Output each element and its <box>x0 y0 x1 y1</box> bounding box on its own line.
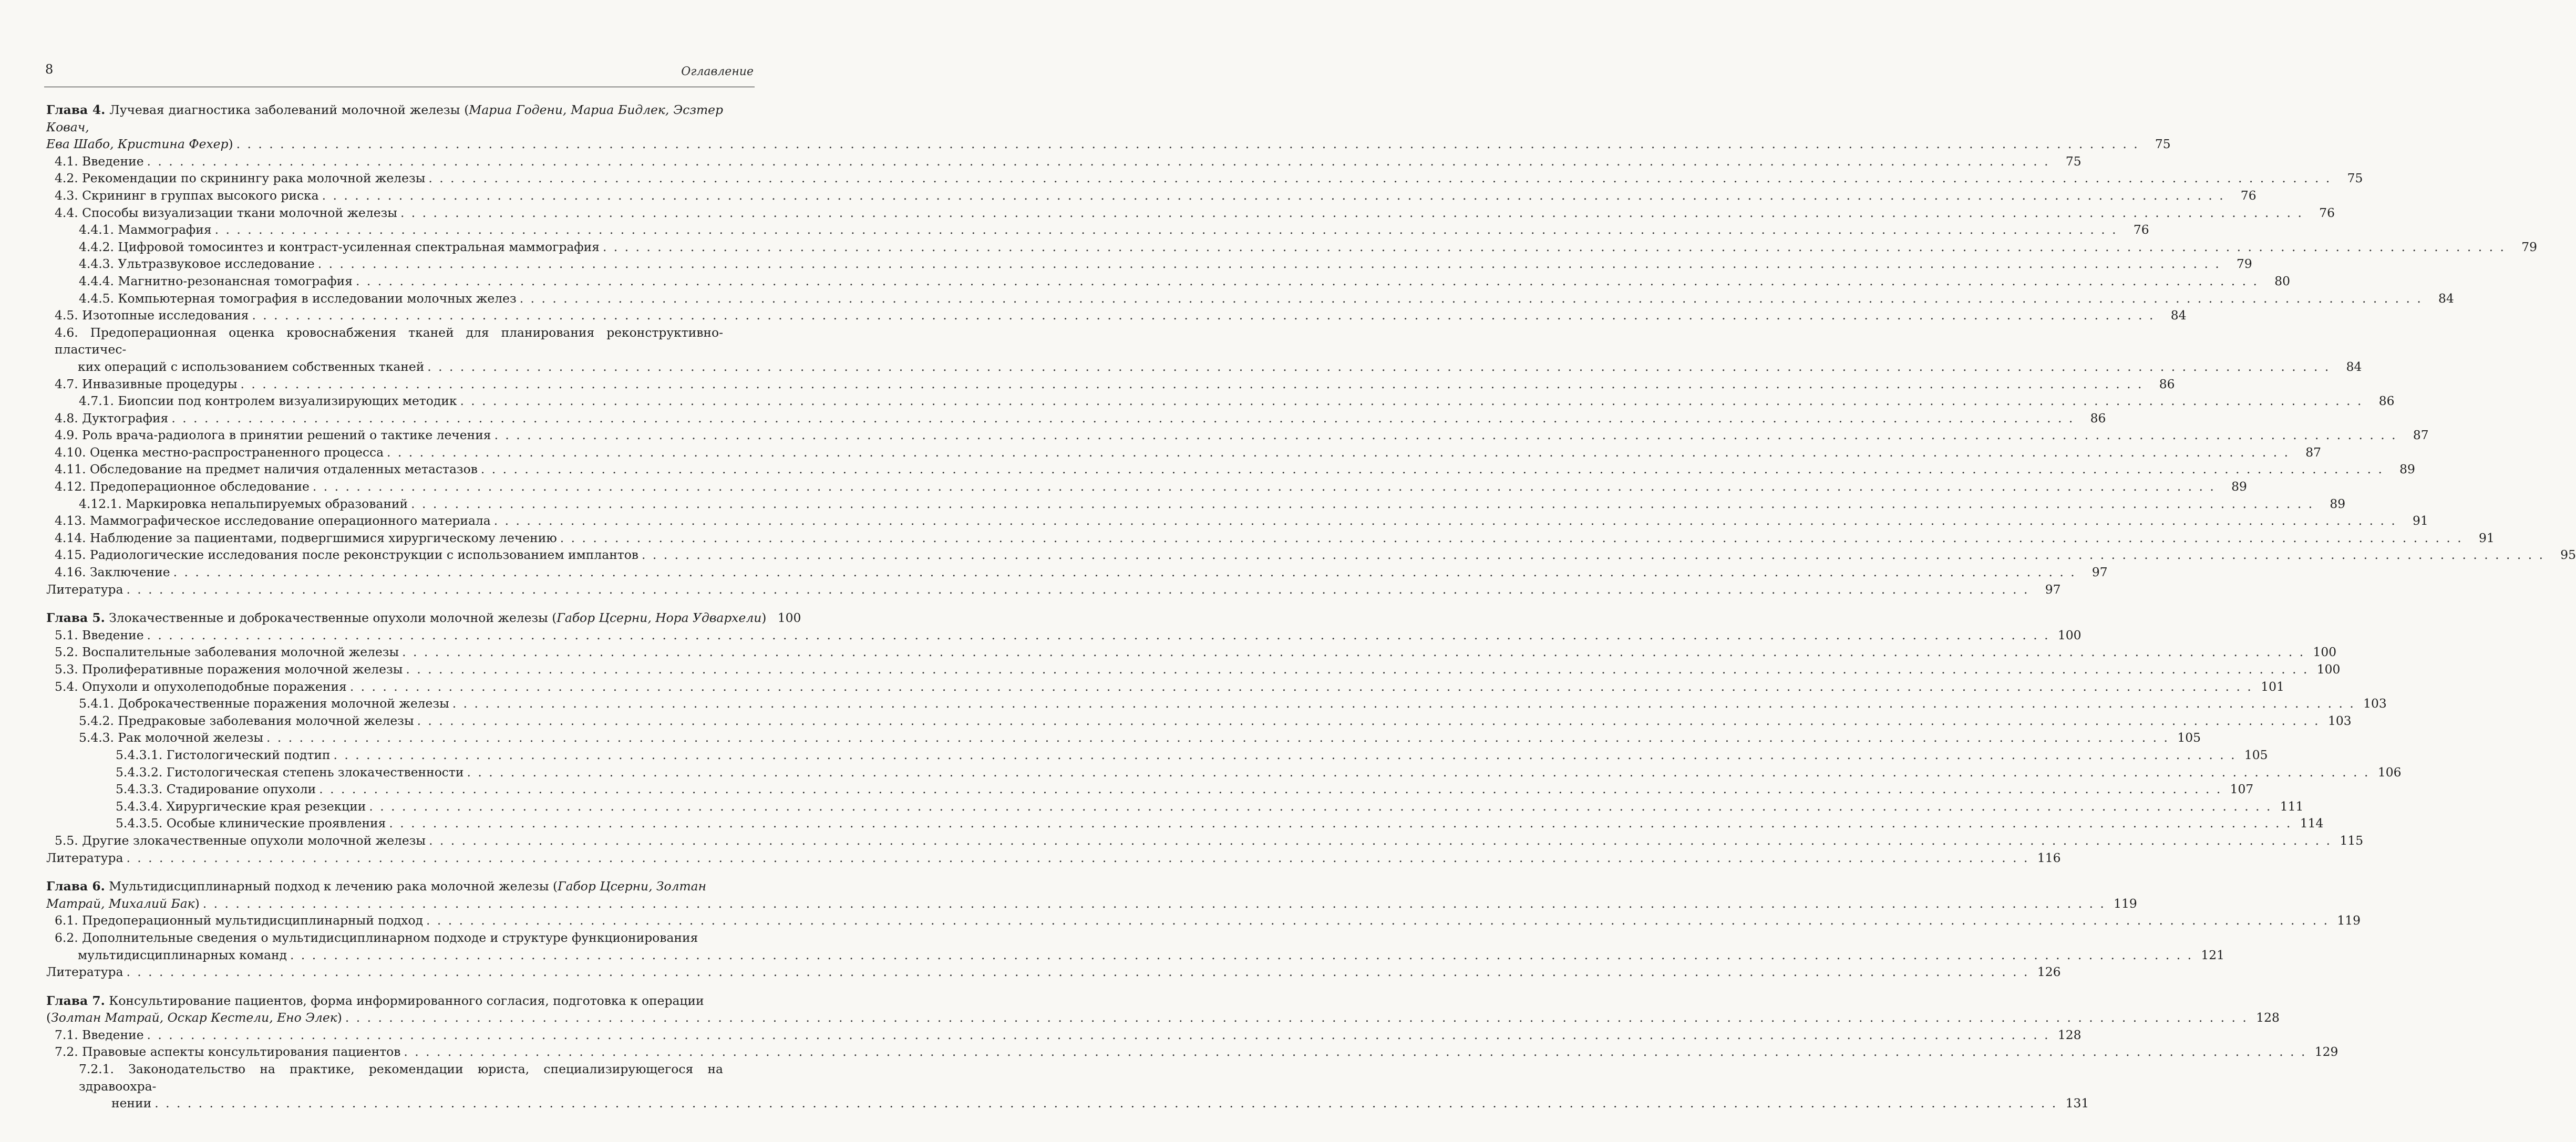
entry-title: 4.16. Заключение <box>55 565 170 580</box>
leader-dots <box>290 947 2193 964</box>
entry-title-cont: мультидисциплинарных команд <box>78 947 287 962</box>
chapter-7-close: ) <box>337 1010 342 1025</box>
toc-entry[interactable] <box>46 153 2082 170</box>
entry-title: 5.4.3.4. Хирургические края резекции <box>116 798 366 814</box>
leader-dots <box>460 392 2363 410</box>
entry-title: 4.9. Роль врача-радиолога в принятии решений о тактике лечения <box>55 428 491 443</box>
entry-title-cont: нении <box>111 1096 152 1111</box>
entry-title: 6.2. Дополнительные сведения о мультидисциплинарном подходе и структуре функционирования <box>55 930 698 945</box>
running-head: Оглавление <box>681 65 754 78</box>
chapter-7-label: Глава 7. <box>46 993 105 1008</box>
entry-page: 86 <box>2378 393 2395 409</box>
leader-dots <box>429 832 2332 849</box>
entry-page: 86 <box>2090 410 2106 425</box>
leader-dots <box>467 764 2369 781</box>
leader-dots <box>240 376 2143 393</box>
entry-title: 4.7.1. Биопсии под контролем визуализирующих методик <box>79 393 457 409</box>
toc-entry[interactable] <box>46 187 2256 204</box>
leader-dots <box>427 358 2330 376</box>
chapter-4-close: ) <box>228 137 233 152</box>
leader-dots <box>318 255 2221 273</box>
toc-entry[interactable] <box>46 661 2341 678</box>
entry-title: 5.4.3.1. Гистологический подтип <box>116 747 331 762</box>
toc-entry[interactable] <box>46 392 2395 410</box>
chapter-6-heading[interactable] <box>46 878 723 895</box>
leader-dots <box>313 478 2216 495</box>
leader-dots <box>266 729 2169 746</box>
toc-entry[interactable] <box>46 324 723 358</box>
entry-title: 5.4.3.5. Особые клинические проявления <box>116 816 386 831</box>
leader-dots <box>389 815 2292 832</box>
leader-dots <box>147 627 2050 644</box>
entry-page: 76 <box>2240 188 2256 203</box>
leader-dots <box>334 746 2237 764</box>
entry-page: 115 <box>2340 833 2364 848</box>
entry-title: 4.10. Оценка местно-распространенного процесса <box>55 444 384 460</box>
chapter-7-title: Консультирование пациентов, форма информированного согласия, подготовка к операции <box>105 993 704 1008</box>
leader-dots <box>481 461 2384 478</box>
leader-dots <box>603 238 2506 256</box>
toc-entry[interactable] <box>46 530 2495 547</box>
chapter-5-label: Глава 5. <box>46 610 105 626</box>
entry-title: 4.5. Изотопные исследования <box>55 308 249 323</box>
entry-title: 6.1. Предоперационный мультидисциплинарный подход <box>55 913 423 928</box>
leader-dots <box>147 153 2050 170</box>
chapter-6-label: Глава 6. <box>46 879 105 894</box>
entry-title: 5.4.1. Доброкачественные поражения молочной железы <box>79 696 449 711</box>
leader-dots <box>642 546 2544 564</box>
entry-page: 79 <box>2237 256 2252 272</box>
entry-title: 4.14. Наблюдение за пациентами, подвергшимися хирургическому лечению <box>55 530 557 545</box>
entry-page: 76 <box>2133 222 2149 237</box>
entry-title: 4.13. Маммографическое исследование операционного материала <box>55 513 491 528</box>
leader-dots <box>171 410 2074 427</box>
leader-dots <box>406 661 2309 678</box>
entry-page: 75 <box>2065 153 2082 169</box>
toc-entry[interactable] <box>46 815 2324 832</box>
entry-page: 131 <box>2065 1096 2089 1111</box>
entry-title: Литература <box>46 582 123 597</box>
toc-entry[interactable] <box>46 643 2337 661</box>
entry-page: 116 <box>2037 850 2061 865</box>
entry-page: 100 <box>2316 662 2341 677</box>
entry-title: 4.4.4. Магнитно-резонансная томография <box>79 273 353 288</box>
chapter-6 <box>46 878 2361 981</box>
entry-title: 4.12. Предоперационное обследование <box>55 479 310 494</box>
leader-dots <box>345 1009 2248 1026</box>
entry-title: 5.4.2. Предраковые заболевания молочной железы <box>79 713 414 728</box>
leader-dots <box>417 712 2320 730</box>
chapter-5 <box>46 609 2402 866</box>
leader-dots <box>215 221 2118 238</box>
leader-dots <box>203 895 2106 912</box>
leader-dots <box>173 564 2076 581</box>
page-number: 8 <box>45 62 54 77</box>
entry-page: 129 <box>2314 1044 2338 1060</box>
entry-page: 89 <box>2231 479 2247 494</box>
entry-page: 106 <box>2377 764 2402 780</box>
toc-entry[interactable] <box>46 832 2364 849</box>
entry-page: 97 <box>2091 565 2108 580</box>
chapter-6-close: ) <box>194 896 200 911</box>
entry-title: 4.2. Рекомендации по скринингу рака молочной железы <box>55 171 426 186</box>
chapter-4-authors: Мариа Годени, Мариа Бидлек, Эсзтер Ковач, <box>46 102 723 134</box>
entry-title: Литература <box>46 964 123 980</box>
toc-entry-cont[interactable] <box>46 947 2225 964</box>
chapter-6-title: Мультидисциплинарный подход к лечению рака молочной железы ( <box>105 879 558 894</box>
toc-entry[interactable] <box>46 764 2402 781</box>
entry-title: Литература <box>46 850 123 865</box>
entry-title: 7.2. Правовые аспекты консультирования пациентов <box>55 1044 401 1060</box>
chapter-7-authors: Золтан Матрай, Оскар Кестели, Ено Элек <box>51 1010 337 1025</box>
entry-page: 80 <box>2274 273 2290 288</box>
entry-page: 84 <box>2438 290 2454 306</box>
table-of-contents <box>46 101 2576 1124</box>
toc-entry[interactable] <box>46 729 2201 746</box>
entry-title-cont: ких операций с использованием собственных тканей <box>78 359 425 374</box>
entry-title: 4.4.1. Маммография <box>79 222 212 237</box>
chapter-4-authors-cont: Ева Шабо, Кристина Фехер <box>46 137 229 152</box>
toc-entry[interactable] <box>46 1061 723 1095</box>
toc-entry[interactable] <box>46 427 2429 444</box>
leader-dots <box>350 678 2253 695</box>
entry-page: 75 <box>2347 171 2363 186</box>
entry-title: 5.4.3.2. Гистологическая степень злокачественности <box>116 764 464 780</box>
entry-title: 5.4.3.3. Стадирование опухоли <box>116 782 316 797</box>
entry-title: 5.4. Опухоли и опухолеподобные поражения <box>55 679 347 694</box>
toc-entry[interactable] <box>46 512 2428 530</box>
toc-entry[interactable] <box>46 1026 2082 1044</box>
leader-dots <box>387 444 2290 461</box>
toc-entry[interactable] <box>46 546 2576 564</box>
toc-entry[interactable] <box>46 581 2061 598</box>
entry-title: 5.1. Введение <box>55 627 144 642</box>
leader-dots <box>426 912 2329 929</box>
entry-page: 84 <box>2170 308 2187 323</box>
entry-page: 79 <box>2521 239 2537 254</box>
entry-page: 91 <box>2478 530 2495 545</box>
leader-dots <box>402 643 2305 661</box>
chapter-7 <box>46 992 2338 1112</box>
entry-title: 4.8. Дуктография <box>55 410 169 425</box>
toc-entry[interactable] <box>46 929 723 947</box>
chapter-4 <box>46 101 2576 598</box>
toc-entry[interactable] <box>46 273 2290 290</box>
leader-dots <box>428 170 2331 187</box>
entry-page: 103 <box>2327 713 2352 728</box>
leader-dots <box>494 427 2397 444</box>
toc-entry[interactable] <box>46 627 2082 644</box>
chapter-5-page: 100 <box>777 610 801 626</box>
toc-entry[interactable] <box>46 695 2387 712</box>
toc-entry-cont[interactable] <box>46 358 2362 376</box>
leader-dots <box>452 695 2355 712</box>
entry-page: 111 <box>2280 798 2304 814</box>
entry-title: 4.4.5. Компьютерная томография в исследовании молочных желез <box>79 290 517 306</box>
entry-page: 100 <box>2057 627 2082 642</box>
toc-entry[interactable] <box>46 781 2254 798</box>
leader-dots <box>400 204 2303 222</box>
chapter-7-open: ( <box>46 1010 51 1025</box>
leader-dots <box>126 849 2029 867</box>
toc-entry[interactable] <box>46 478 2247 495</box>
entry-page: 87 <box>2305 444 2322 460</box>
entry-page: 91 <box>2413 513 2428 528</box>
entry-title: 4.6. Предоперационная оценка кровоснабжения тканей для планирования реконструктивно-пластичес- <box>55 325 723 357</box>
entry-page: 95 <box>2560 547 2576 563</box>
entry-page: 107 <box>2230 782 2254 797</box>
chapter-5-authors: Габор Цсерни, Нора Удвархели <box>557 610 762 626</box>
chapter-7-page: 128 <box>2256 1010 2280 1025</box>
leader-dots <box>154 1095 2057 1112</box>
entry-page: 105 <box>2177 730 2201 745</box>
leader-dots <box>404 1043 2306 1061</box>
toc-entry[interactable] <box>46 798 2304 815</box>
toc-entry[interactable] <box>46 461 2415 478</box>
toc-entry[interactable] <box>46 495 2346 513</box>
entry-page: 119 <box>2337 913 2361 928</box>
chapter-6-heading-cont[interactable] <box>46 895 2137 912</box>
toc-entry[interactable] <box>46 712 2352 730</box>
toc-entry[interactable] <box>46 376 2175 393</box>
entry-title: 5.4.3. Рак молочной железы <box>79 730 263 745</box>
chapter-4-label: Глава 4. <box>46 102 106 117</box>
entry-page: 128 <box>2057 1027 2082 1042</box>
entry-title: 4.12.1. Маркировка непальпируемых образований <box>79 496 408 511</box>
toc-entry[interactable] <box>46 849 2061 867</box>
toc-entry[interactable] <box>46 444 2322 461</box>
entry-title: 7.2.1. Законодательство на практике, рекомендации юриста, специализирующегося на здравоохра- <box>79 1062 723 1094</box>
leader-dots <box>126 963 2029 981</box>
entry-page: 89 <box>2399 462 2415 477</box>
toc-entry-cont[interactable] <box>46 1095 2089 1112</box>
toc-entry[interactable] <box>46 746 2268 764</box>
entry-page: 87 <box>2413 428 2429 443</box>
entry-title: 5.2. Воспалительные заболевания молочной железы <box>55 645 399 660</box>
leader-dots <box>126 581 2029 598</box>
toc-entry[interactable] <box>46 238 2537 256</box>
entry-title: 4.7. Инвазивные процедуры <box>55 376 238 391</box>
entry-page: 103 <box>2363 696 2387 711</box>
entry-title: 4.4.2. Цифровой томосинтез и контраст-усиленная спектральная маммография <box>79 239 600 254</box>
chapter-6-page: 119 <box>2114 896 2137 911</box>
entry-page: 121 <box>2201 947 2225 962</box>
chapter-5-close: ) <box>761 610 767 626</box>
entry-page: 126 <box>2037 964 2061 980</box>
leader-dots <box>411 495 2314 513</box>
toc-entry[interactable] <box>46 307 2187 324</box>
chapter-4-title: Лучевая диагностика заболеваний молочной железы ( <box>105 102 469 117</box>
toc-entry[interactable] <box>46 290 2454 307</box>
toc-entry[interactable] <box>46 912 2361 929</box>
entry-title: 4.11. Обследование на предмет наличия отдаленных метастазов <box>55 462 478 477</box>
leader-dots <box>322 187 2225 204</box>
chapter-5-heading[interactable] <box>46 609 801 627</box>
entry-page: 100 <box>2313 645 2337 660</box>
toc-entry[interactable] <box>46 170 2363 187</box>
leader-dots <box>356 273 2259 290</box>
chapter-4-heading-cont[interactable] <box>46 136 2171 153</box>
leader-dots <box>147 1026 2050 1044</box>
entry-page: 114 <box>2300 816 2324 831</box>
entry-page: 101 <box>2261 679 2284 694</box>
toc-entry[interactable] <box>46 221 2149 238</box>
entry-title: 5.3. Пролиферативные поражения молочной железы <box>55 662 403 677</box>
toc-entry[interactable] <box>46 1043 2338 1061</box>
leader-dots <box>369 798 2272 815</box>
entry-page: 97 <box>2045 582 2061 597</box>
leader-dots <box>560 530 2463 547</box>
toc-entry[interactable] <box>46 678 2284 695</box>
entry-page: 89 <box>2330 496 2346 511</box>
chapter-4-page: 75 <box>2155 137 2171 152</box>
chapter-6-authors-cont: Матрай, Михалий Бак <box>46 896 195 911</box>
entry-title: 4.4.3. Ультразвуковое исследование <box>79 256 315 272</box>
toc-entry[interactable] <box>46 204 2335 222</box>
leader-dots <box>319 781 2222 798</box>
entry-title: 4.15. Радиологические исследования после реконструкции с использованием имплантов <box>55 547 638 563</box>
chapter-6-authors: Габор Цсерни, Золтан <box>558 879 707 894</box>
entry-title: 4.1. Введение <box>55 153 144 169</box>
chapter-7-heading[interactable] <box>46 992 723 1010</box>
leader-dots <box>252 307 2155 324</box>
toc-entry[interactable] <box>46 564 2108 581</box>
entry-title: 7.1. Введение <box>55 1027 144 1042</box>
leader-dots <box>520 290 2423 307</box>
leader-dots <box>236 136 2139 153</box>
chapter-7-heading-cont[interactable] <box>46 1009 2280 1026</box>
entry-page: 76 <box>2319 205 2335 220</box>
toc-entry[interactable] <box>46 963 2061 981</box>
chapter-4-heading[interactable] <box>46 101 723 136</box>
leader-dots <box>494 512 2397 530</box>
entry-title: 4.4. Способы визуализации ткани молочной железы <box>55 205 397 220</box>
entry-page: 84 <box>2346 359 2362 374</box>
chapter-5-title: Злокачественные и доброкачественные опухоли молочной железы ( <box>105 610 557 626</box>
entry-title: 5.5. Другие злокачественные опухоли молочной железы <box>55 833 426 848</box>
entry-page: 86 <box>2159 376 2175 391</box>
toc-entry[interactable] <box>46 410 2106 427</box>
toc-entry[interactable] <box>46 255 2252 273</box>
entry-page: 105 <box>2244 747 2268 762</box>
entry-title: 4.3. Скрининг в группах высокого риска <box>55 188 319 203</box>
